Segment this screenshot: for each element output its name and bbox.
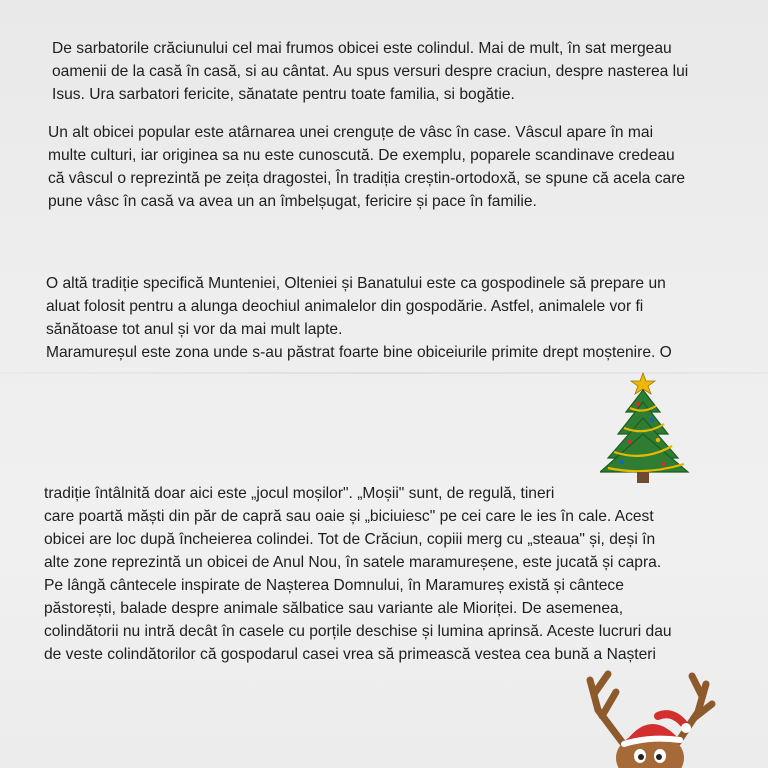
paragraph-colindul bbox=[52, 37, 688, 106]
text-line: Isus. Ura sarbatori fericite, sănatate pentru toate familia, si bogătie. bbox=[52, 86, 515, 103]
text-line: alte zone reprezintă un obicei de Anul Nou, în satele maramureșene, este jucată și capra. bbox=[44, 554, 662, 571]
text-line: sănătoase tot anul și vor da mai mult lapte. bbox=[46, 321, 343, 338]
text-line: păstorești, balade despre animale sălbatice sau variante ale Mioriței. De asemenea, bbox=[44, 600, 624, 617]
text-line: obicei are loc după încheierea colindei. Tot de Crăciun, copiii merg cu „steaua" și, deși în bbox=[44, 531, 656, 548]
text-line: Un alt obicei popular este atârnarea unei crenguțe de vâsc în case. Vâscul apare în mai bbox=[48, 124, 654, 141]
text-line: că vâscul o reprezintă pe zeița dragostei, În tradiția creștin-ortodoxă, se spune că acela care bbox=[48, 170, 686, 187]
text-line: De sarbatorile crăciunului cel mai frumos obicei este colindul. Mai de mult, în sat mergeau bbox=[52, 40, 672, 57]
text-line: care poartă măști din păr de capră sau oaie și „biciuiesc" pe cei care le ies în cale. Acest bbox=[44, 508, 654, 525]
paragraph-vasc bbox=[48, 121, 685, 213]
text-line: aluat folosit pentru a alunga deochiul animalelor din gospodărie. Astfel, animalele vor fi bbox=[46, 298, 644, 315]
text-line: multe culturi, iar originea sa nu este cunoscută. De exemplu, poparele scandinave credeau bbox=[48, 147, 675, 164]
paragraph-maramures bbox=[44, 482, 672, 666]
christmas-tree-icon bbox=[600, 372, 692, 484]
text-line: de veste colindătorilor că gospodarul casei vrea să primească vestea cea bună a Nașteri bbox=[44, 646, 656, 663]
text-line: oamenii de la casă în casă, si au cântat. Au spus versuri despre craciun, despre nasterea lui bbox=[52, 63, 689, 80]
text-line: pune vâsc în casă va avea un an îmbelșugat, fericire și pace în familie. bbox=[48, 193, 537, 210]
text-line: colindătorii nu intră decât în casele cu porțile deschise și lumina aprinsă. Aceste lucruri dau bbox=[44, 623, 672, 640]
paragraph-muntenia bbox=[46, 272, 672, 364]
text-line: Maramureșul este zona unde s-au păstrat foarte bine obiceiurile primite drept moștenire. O bbox=[46, 344, 672, 361]
text-line: tradiție întâlnită doar aici este „jocul moșilor". „Moșii" sunt, de regulă, tineri bbox=[44, 485, 555, 502]
reindeer-icon bbox=[580, 662, 720, 768]
text-line: O altă tradiție specifică Munteniei, Olteniei și Banatului este ca gospodinele să prepare un bbox=[46, 275, 666, 292]
text-line: Pe lângă cântecele inspirate de Nașterea Domnului, în Maramureș există și cântece bbox=[44, 577, 624, 594]
